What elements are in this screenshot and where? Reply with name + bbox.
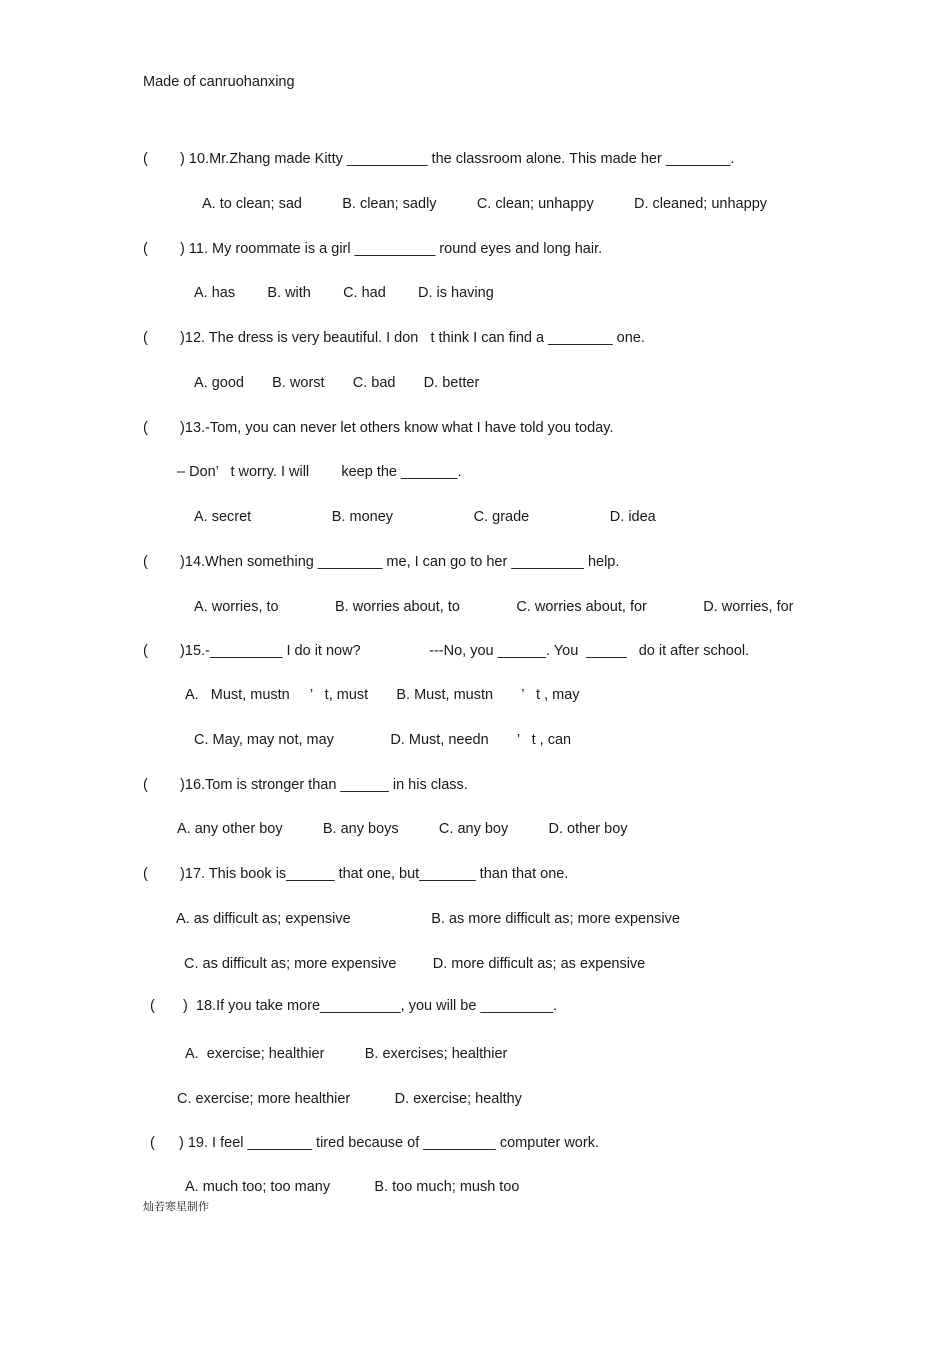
question-line: ( )12. The dress is very beautiful. I don t think I can find a ________ one. — [143, 330, 645, 346]
question-line: ( )14.When something ________ me, I can go to her _________ help. — [143, 554, 620, 570]
question-line: ( )15.-_________ I do it now? ---No, you ______. You _____ do it after school. — [143, 643, 750, 659]
question-line: ( ) 10.Mr.Zhang made Kitty __________ the classroom alone. This made her ________. — [143, 151, 735, 167]
question-line: A. exercise; healthier B. exercises; healthier — [185, 1046, 508, 1062]
question-line: C. exercise; more healthier D. exercise; healthy — [177, 1091, 522, 1107]
question-line: A. good B. worst C. bad D. better — [194, 375, 480, 391]
question-line: A. as difficult as; expensive B. as more difficult as; more expensive — [176, 911, 680, 927]
question-line: ( ) 19. I feel ________ tired because of _________ computer work. — [150, 1135, 599, 1151]
page-footer: 灿若寒星制作 — [143, 1200, 209, 1213]
question-line: A. has B. with C. had D. is having — [194, 285, 494, 301]
question-line: – Don’ t worry. I will keep the _______. — [177, 464, 462, 480]
question-line: ( )13.-Tom, you can never let others know what I have told you today. — [143, 420, 614, 436]
question-line: A. to clean; sad B. clean; sadly C. clean; unhappy D. cleaned; unhappy — [202, 196, 768, 212]
question-line: A. Must, mustn ’ t, must B. Must, mustn ’ t , may — [185, 687, 580, 703]
question-line: C. May, may not, may D. Must, needn ’ t , can — [194, 732, 572, 748]
question-line: ( )17. This book is______ that one, but_______ than that one. — [143, 866, 569, 882]
question-line: ( ) 18.If you take more__________, you will be _________. — [150, 998, 558, 1014]
question-line: A. any other boy B. any boys C. any boy D. other boy — [177, 821, 628, 837]
question-line: A. much too; too many B. too much; mush too — [185, 1179, 520, 1195]
question-line: C. as difficult as; more expensive D. more difficult as; as expensive — [184, 956, 646, 972]
question-line: ( )16.Tom is stronger than ______ in his class. — [143, 777, 468, 793]
question-line: A. secret B. money C. grade D. idea — [194, 509, 656, 525]
question-line: A. worries, to B. worries about, to C. worries about, for D. worries, for — [194, 599, 794, 615]
question-line: ( ) 11. My roommate is a girl __________ round eyes and long hair. — [143, 241, 603, 257]
page-header: Made of canruohanxing — [143, 74, 295, 90]
